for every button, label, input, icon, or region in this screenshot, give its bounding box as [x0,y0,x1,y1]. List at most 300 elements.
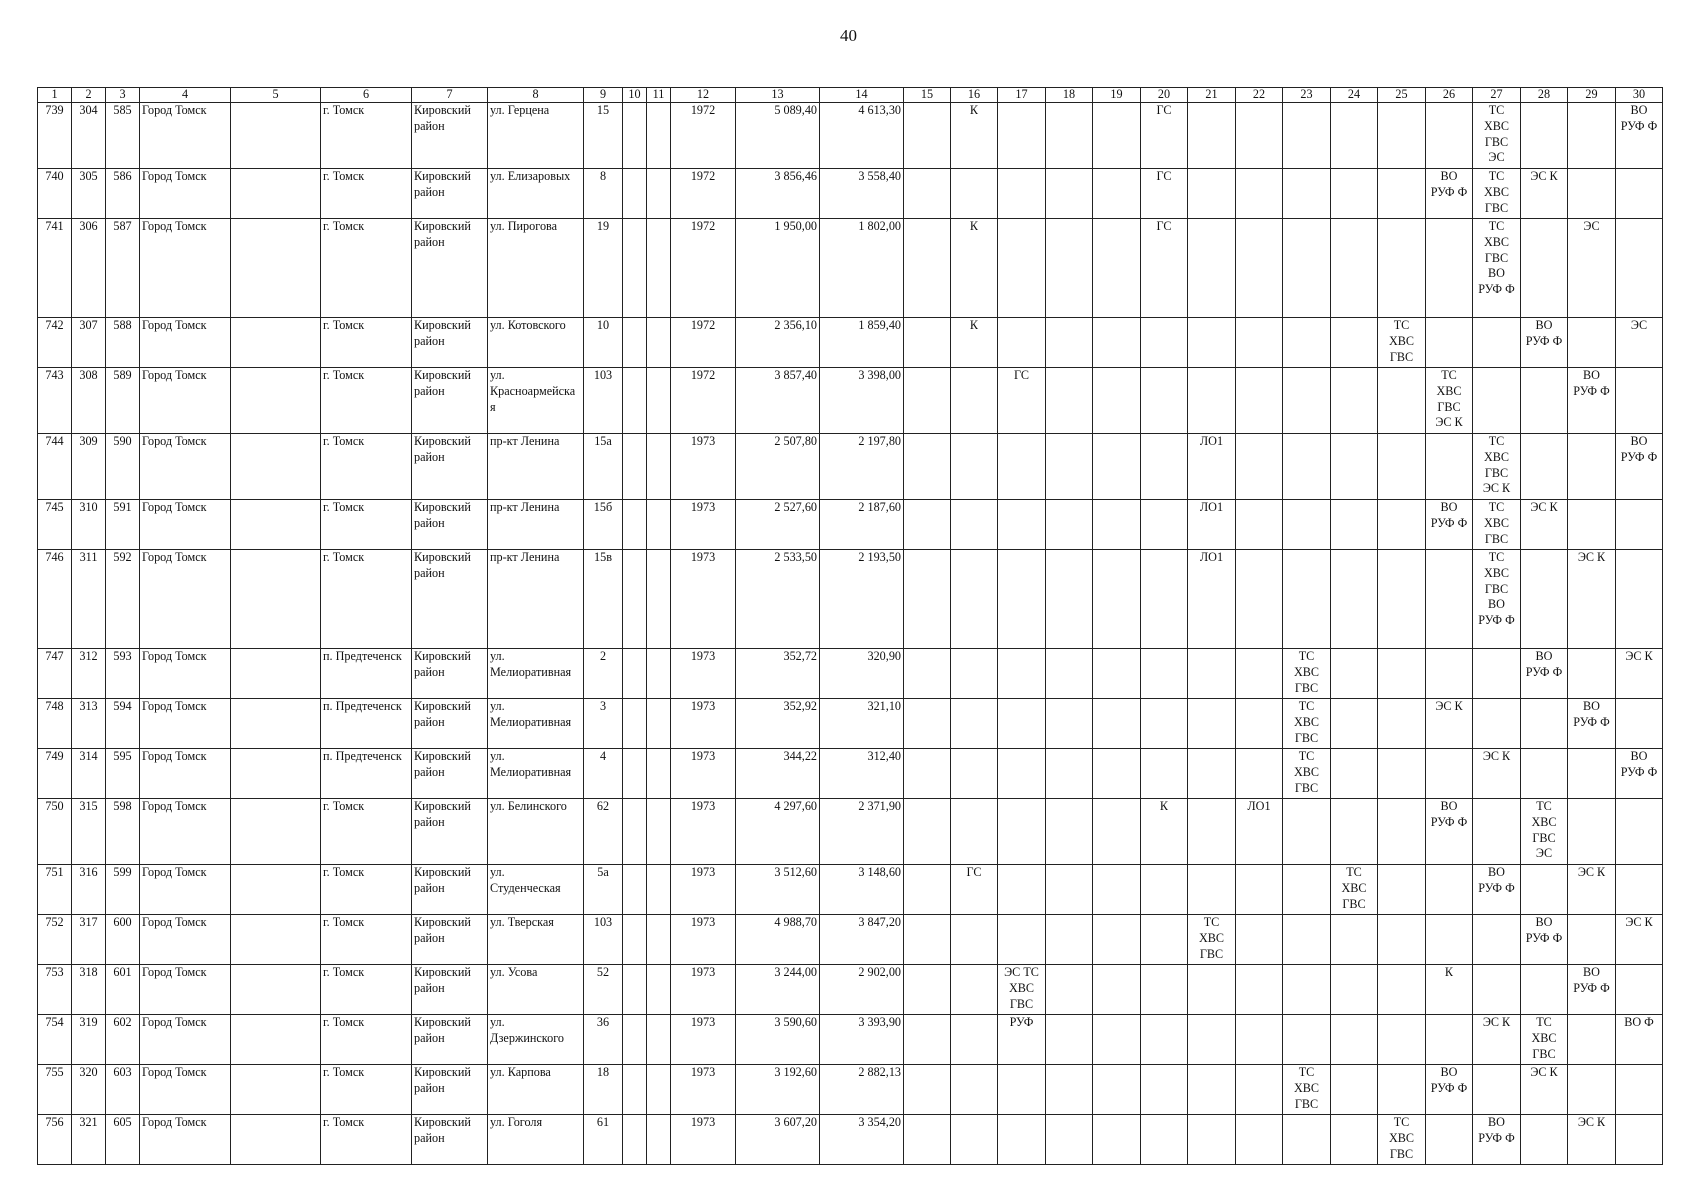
cell-col-29 [1568,500,1616,550]
cell-col-28 [1521,965,1568,1015]
cell-col-12: 1973 [671,1115,736,1165]
cell-col-3: 605 [106,1115,140,1165]
cell-col-15 [904,799,951,865]
cell-col-11 [647,318,671,368]
cell-col-22 [1236,103,1283,169]
column-header-29: 29 [1568,88,1616,103]
cell-col-20 [1141,434,1188,500]
cell-col-13: 2 533,50 [736,550,820,649]
cell-col-28: ТС ХВС ГВС [1521,1015,1568,1065]
cell-col-9: 8 [584,169,623,219]
cell-col-7: Кировский район [412,500,488,550]
cell-col-6: г. Томск [321,318,412,368]
cell-col-17: ЭС ТС ХВС ГВС [998,965,1046,1015]
cell-col-9: 10 [584,318,623,368]
cell-col-6: г. Томск [321,550,412,649]
cell-col-20 [1141,1065,1188,1115]
cell-col-30 [1616,699,1663,749]
cell-col-14: 2 882,13 [820,1065,904,1115]
cell-col-20: ГС [1141,103,1188,169]
cell-col-3: 589 [106,368,140,434]
cell-col-18 [1046,799,1093,865]
cell-col-18 [1046,915,1093,965]
cell-col-15 [904,368,951,434]
column-header-3: 3 [106,88,140,103]
cell-col-11 [647,699,671,749]
cell-col-29: ЭС К [1568,1115,1616,1165]
cell-col-24 [1331,368,1378,434]
cell-col-4: Город Томск [140,368,231,434]
cell-col-15 [904,500,951,550]
cell-col-6: г. Томск [321,368,412,434]
table-row [38,965,1663,1015]
cell-col-1: 752 [38,915,72,965]
cell-col-29: ВО РУФ Ф [1568,368,1616,434]
cell-col-12: 1972 [671,368,736,434]
table-row [38,500,1663,550]
cell-col-12: 1973 [671,749,736,799]
cell-col-24 [1331,103,1378,169]
cell-col-21 [1188,649,1236,699]
cell-col-12: 1973 [671,799,736,865]
cell-col-27: ТС ХВС ГВС ЭС К [1473,434,1521,500]
cell-col-8: пр-кт Ленина [488,550,584,649]
cell-col-11 [647,1065,671,1115]
cell-col-19 [1093,368,1141,434]
cell-col-17 [998,649,1046,699]
cell-col-13: 344,22 [736,749,820,799]
cell-col-4: Город Томск [140,1065,231,1115]
cell-col-3: 592 [106,550,140,649]
cell-col-13: 3 857,40 [736,368,820,434]
cell-col-5 [231,169,321,219]
cell-col-9: 52 [584,965,623,1015]
cell-col-1: 739 [38,103,72,169]
cell-col-29: ЭС К [1568,865,1616,915]
column-header-8: 8 [488,88,584,103]
cell-col-8: ул. Котовского [488,318,584,368]
cell-col-30: ЭС К [1616,649,1663,699]
cell-col-7: Кировский район [412,1065,488,1115]
cell-col-30 [1616,799,1663,865]
cell-col-7: Кировский район [412,550,488,649]
cell-col-20: К [1141,799,1188,865]
cell-col-27: ТС ХВС ГВС [1473,500,1521,550]
cell-col-1: 754 [38,1015,72,1065]
cell-col-18 [1046,1115,1093,1165]
cell-col-18 [1046,169,1093,219]
cell-col-3: 603 [106,1065,140,1115]
cell-col-16 [951,368,998,434]
cell-col-4: Город Томск [140,500,231,550]
cell-col-7: Кировский район [412,318,488,368]
cell-col-16 [951,915,998,965]
cell-col-29 [1568,1015,1616,1065]
cell-col-28 [1521,1115,1568,1165]
cell-col-7: Кировский район [412,699,488,749]
cell-col-14: 3 847,20 [820,915,904,965]
cell-col-11 [647,500,671,550]
cell-col-13: 3 590,60 [736,1015,820,1065]
cell-col-10 [623,799,647,865]
cell-col-4: Город Томск [140,649,231,699]
cell-col-9: 15а [584,434,623,500]
cell-col-29 [1568,103,1616,169]
cell-col-22 [1236,649,1283,699]
cell-col-6: г. Томск [321,434,412,500]
cell-col-28 [1521,219,1568,318]
cell-col-12: 1973 [671,915,736,965]
cell-col-30: ВО Ф [1616,1015,1663,1065]
cell-col-14: 2 371,90 [820,799,904,865]
cell-col-11 [647,1015,671,1065]
cell-col-14: 2 902,00 [820,965,904,1015]
cell-col-9: 2 [584,649,623,699]
cell-col-22 [1236,1065,1283,1115]
cell-col-18 [1046,699,1093,749]
cell-col-2: 320 [72,1065,106,1115]
column-header-21: 21 [1188,88,1236,103]
table-row [38,799,1663,865]
cell-col-29: ВО РУФ Ф [1568,699,1616,749]
column-header-30: 30 [1616,88,1663,103]
cell-col-19 [1093,699,1141,749]
cell-col-10 [623,965,647,1015]
column-header-5: 5 [231,88,321,103]
cell-col-16 [951,799,998,865]
cell-col-14: 2 197,80 [820,434,904,500]
cell-col-19 [1093,749,1141,799]
cell-col-27 [1473,1065,1521,1115]
cell-col-12: 1972 [671,318,736,368]
cell-col-5 [231,649,321,699]
cell-col-17 [998,219,1046,318]
cell-col-20 [1141,649,1188,699]
cell-col-30: ЭС [1616,318,1663,368]
cell-col-13: 2 527,60 [736,500,820,550]
cell-col-30 [1616,965,1663,1015]
cell-col-19 [1093,915,1141,965]
cell-col-17 [998,1065,1046,1115]
cell-col-21 [1188,1065,1236,1115]
cell-col-13: 3 244,00 [736,965,820,1015]
cell-col-8: ул. Елизаровых [488,169,584,219]
column-header-1: 1 [38,88,72,103]
cell-col-4: Город Томск [140,965,231,1015]
cell-col-6: г. Томск [321,500,412,550]
cell-col-26 [1426,1115,1473,1165]
cell-col-4: Город Томск [140,219,231,318]
cell-col-4: Город Томск [140,699,231,749]
cell-col-19 [1093,550,1141,649]
cell-col-20 [1141,1015,1188,1065]
cell-col-12: 1973 [671,965,736,1015]
cell-col-3: 590 [106,434,140,500]
cell-col-2: 305 [72,169,106,219]
cell-col-20: ГС [1141,169,1188,219]
cell-col-19 [1093,434,1141,500]
cell-col-21 [1188,865,1236,915]
table-body [38,103,1663,1165]
cell-col-11 [647,649,671,699]
cell-col-6: п. Предтеченск [321,749,412,799]
cell-col-9: 103 [584,915,623,965]
cell-col-15 [904,1015,951,1065]
column-header-22: 22 [1236,88,1283,103]
cell-col-26 [1426,1015,1473,1065]
cell-col-11 [647,550,671,649]
cell-col-18 [1046,865,1093,915]
column-header-20: 20 [1141,88,1188,103]
cell-col-12: 1973 [671,1015,736,1065]
cell-col-1: 756 [38,1115,72,1165]
cell-col-29 [1568,799,1616,865]
cell-col-25 [1378,865,1426,915]
cell-col-4: Город Томск [140,103,231,169]
cell-col-1: 740 [38,169,72,219]
column-header-23: 23 [1283,88,1331,103]
cell-col-6: г. Томск [321,169,412,219]
cell-col-25 [1378,434,1426,500]
cell-col-5 [231,1065,321,1115]
cell-col-17 [998,550,1046,649]
cell-col-2: 307 [72,318,106,368]
cell-col-20 [1141,865,1188,915]
cell-col-4: Город Томск [140,169,231,219]
cell-col-23 [1283,1015,1331,1065]
cell-col-6: г. Томск [321,1115,412,1165]
column-header-14: 14 [820,88,904,103]
cell-col-29 [1568,915,1616,965]
cell-col-12: 1973 [671,500,736,550]
cell-col-27 [1473,368,1521,434]
cell-col-20 [1141,318,1188,368]
cell-col-30 [1616,169,1663,219]
cell-col-27 [1473,318,1521,368]
cell-col-18 [1046,103,1093,169]
cell-col-15 [904,434,951,500]
cell-col-20 [1141,368,1188,434]
cell-col-10 [623,865,647,915]
cell-col-13: 3 512,60 [736,865,820,915]
cell-col-2: 321 [72,1115,106,1165]
table-row [38,169,1663,219]
cell-col-8: ул. Карпова [488,1065,584,1115]
cell-col-2: 314 [72,749,106,799]
cell-col-26: ВО РУФ Ф [1426,169,1473,219]
cell-col-18 [1046,965,1093,1015]
cell-col-15 [904,318,951,368]
cell-col-19 [1093,649,1141,699]
cell-col-15 [904,915,951,965]
cell-col-2: 309 [72,434,106,500]
cell-col-11 [647,799,671,865]
cell-col-28: ЭС К [1521,169,1568,219]
cell-col-3: 591 [106,500,140,550]
cell-col-2: 318 [72,965,106,1015]
cell-col-23 [1283,169,1331,219]
cell-col-15 [904,103,951,169]
cell-col-24: ТС ХВС ГВС [1331,865,1378,915]
cell-col-20: ГС [1141,219,1188,318]
cell-col-24 [1331,169,1378,219]
cell-col-3: 587 [106,219,140,318]
cell-col-20 [1141,915,1188,965]
cell-col-19 [1093,219,1141,318]
cell-col-19 [1093,103,1141,169]
cell-col-8: ул. Дзержинского [488,1015,584,1065]
cell-col-22 [1236,500,1283,550]
cell-col-29 [1568,1065,1616,1115]
cell-col-16 [951,1115,998,1165]
cell-col-21: ЛО1 [1188,550,1236,649]
column-header-4: 4 [140,88,231,103]
cell-col-23: ТС ХВС ГВС [1283,1065,1331,1115]
cell-col-12: 1972 [671,169,736,219]
table-row [38,318,1663,368]
cell-col-12: 1973 [671,1065,736,1115]
cell-col-25: ТС ХВС ГВС [1378,1115,1426,1165]
cell-col-21: ЛО1 [1188,500,1236,550]
table-row [38,1065,1663,1115]
cell-col-24 [1331,1065,1378,1115]
cell-col-2: 308 [72,368,106,434]
cell-col-4: Город Томск [140,799,231,865]
cell-col-7: Кировский район [412,799,488,865]
column-header-27: 27 [1473,88,1521,103]
cell-col-11 [647,169,671,219]
cell-col-6: г. Томск [321,1015,412,1065]
cell-col-20 [1141,550,1188,649]
cell-col-28: ЭС К [1521,1065,1568,1115]
cell-col-2: 311 [72,550,106,649]
cell-col-16 [951,749,998,799]
cell-col-8: ул. Белинского [488,799,584,865]
cell-col-4: Город Томск [140,865,231,915]
table-row [38,915,1663,965]
table-row [38,368,1663,434]
cell-col-25 [1378,1015,1426,1065]
cell-col-8: ул. Мелиоративная [488,699,584,749]
cell-col-8: ул. Студенческая [488,865,584,915]
cell-col-1: 748 [38,699,72,749]
cell-col-7: Кировский район [412,1015,488,1065]
cell-col-3: 594 [106,699,140,749]
cell-col-26: ЭС К [1426,699,1473,749]
cell-col-8: ул. Герцена [488,103,584,169]
cell-col-2: 315 [72,799,106,865]
table-row [38,103,1663,169]
cell-col-27: ТС ХВС ГВС ВО РУФ Ф [1473,219,1521,318]
cell-col-21 [1188,799,1236,865]
cell-col-1: 743 [38,368,72,434]
cell-col-26 [1426,550,1473,649]
column-header-15: 15 [904,88,951,103]
cell-col-17 [998,915,1046,965]
cell-col-25 [1378,749,1426,799]
cell-col-3: 586 [106,169,140,219]
cell-col-16 [951,699,998,749]
cell-col-8: ул. Красноармейска я [488,368,584,434]
cell-col-3: 600 [106,915,140,965]
cell-col-10 [623,1065,647,1115]
cell-col-27: ТС ХВС ГВС [1473,169,1521,219]
cell-col-26: ВО РУФ Ф [1426,1065,1473,1115]
cell-col-26: ВО РУФ Ф [1426,799,1473,865]
cell-col-8: пр-кт Ленина [488,434,584,500]
cell-col-29: ЭС К [1568,550,1616,649]
cell-col-19 [1093,865,1141,915]
cell-col-19 [1093,169,1141,219]
cell-col-1: 750 [38,799,72,865]
cell-col-26 [1426,318,1473,368]
cell-col-24 [1331,1015,1378,1065]
cell-col-22 [1236,865,1283,915]
cell-col-24 [1331,915,1378,965]
cell-col-9: 15 [584,103,623,169]
cell-col-27 [1473,649,1521,699]
cell-col-6: г. Томск [321,1065,412,1115]
column-header-10: 10 [623,88,647,103]
cell-col-17 [998,749,1046,799]
cell-col-19 [1093,965,1141,1015]
cell-col-25 [1378,550,1426,649]
cell-col-14: 3 354,20 [820,1115,904,1165]
cell-col-29: ВО РУФ Ф [1568,965,1616,1015]
cell-col-12: 1973 [671,865,736,915]
cell-col-7: Кировский район [412,749,488,799]
cell-col-28 [1521,699,1568,749]
cell-col-30 [1616,500,1663,550]
cell-col-8: ул. Пирогова [488,219,584,318]
cell-col-9: 36 [584,1015,623,1065]
cell-col-25: ТС ХВС ГВС [1378,318,1426,368]
column-header-7: 7 [412,88,488,103]
cell-col-30 [1616,368,1663,434]
cell-col-7: Кировский район [412,434,488,500]
cell-col-27 [1473,965,1521,1015]
column-header-28: 28 [1521,88,1568,103]
cell-col-21 [1188,1015,1236,1065]
cell-col-16 [951,434,998,500]
cell-col-26 [1426,749,1473,799]
cell-col-25 [1378,169,1426,219]
cell-col-13: 2 356,10 [736,318,820,368]
cell-col-23 [1283,965,1331,1015]
cell-col-14: 320,90 [820,649,904,699]
cell-col-19 [1093,1015,1141,1065]
cell-col-22 [1236,965,1283,1015]
cell-col-6: г. Томск [321,965,412,1015]
cell-col-5 [231,103,321,169]
cell-col-15 [904,219,951,318]
cell-col-21 [1188,103,1236,169]
cell-col-16 [951,1065,998,1115]
cell-col-5 [231,500,321,550]
cell-col-28 [1521,103,1568,169]
cell-col-7: Кировский район [412,368,488,434]
cell-col-9: 15в [584,550,623,649]
cell-col-30 [1616,1115,1663,1165]
cell-col-13: 4 988,70 [736,915,820,965]
cell-col-8: ул. Мелиоративная [488,749,584,799]
table-row [38,699,1663,749]
cell-col-27: ЭС К [1473,749,1521,799]
cell-col-13: 3 607,20 [736,1115,820,1165]
cell-col-24 [1331,965,1378,1015]
cell-col-11 [647,434,671,500]
column-header-24: 24 [1331,88,1378,103]
